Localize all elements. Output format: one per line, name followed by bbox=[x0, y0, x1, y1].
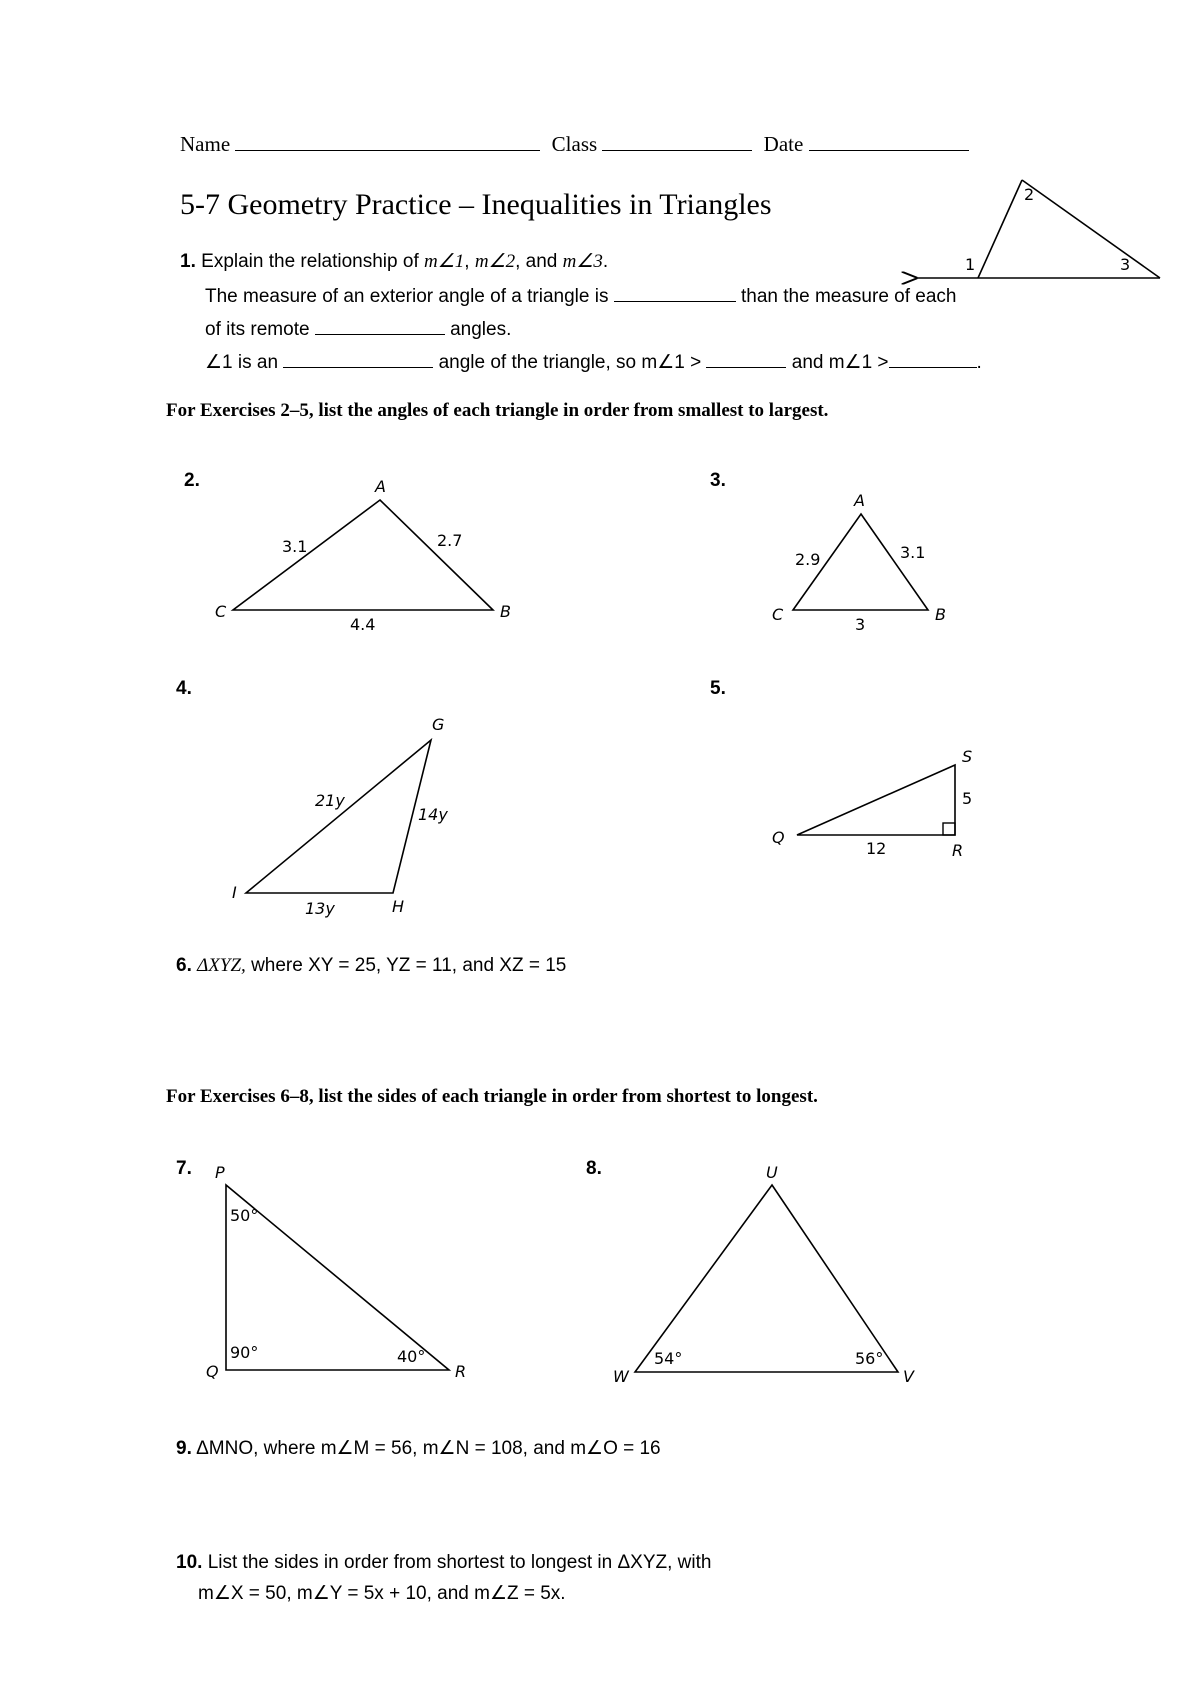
ex7-vertex-r: R bbox=[455, 1362, 467, 1381]
ex2-vertex-a: A bbox=[375, 477, 386, 496]
ex2-number: 2. bbox=[184, 470, 200, 491]
ex4-vertex-i: I bbox=[232, 883, 237, 902]
ex5-vertex-s: S bbox=[962, 747, 973, 766]
ex2-side-cb: 4.4 bbox=[350, 615, 376, 634]
ex7-angle-p: 50° bbox=[230, 1206, 259, 1225]
name-label: Name bbox=[180, 132, 231, 156]
ex4-triangle bbox=[246, 740, 431, 893]
ex3-vertex-b: B bbox=[935, 605, 946, 624]
q1-line2-text-a: of its remote bbox=[205, 319, 310, 340]
ex4-side-ih: 13y bbox=[305, 899, 335, 918]
q1-line3-text-a: ∠1 is an bbox=[205, 352, 279, 373]
q1-line3-text-d: . bbox=[976, 352, 982, 373]
ex5-vertex-q: Q bbox=[772, 828, 785, 847]
date-label: Date bbox=[763, 132, 804, 156]
ex7-vertex-p: P bbox=[215, 1163, 225, 1182]
ex7-vertex-q: Q bbox=[206, 1362, 219, 1381]
q1-angle-label-1: 1 bbox=[965, 255, 976, 274]
ex10-statement-1: List the sides in order from shortest to longest in ΔXYZ, with bbox=[207, 1552, 712, 1573]
q1-line3-text-b: angle of the triangle, so m∠1 > bbox=[438, 352, 702, 373]
ex5-number: 5. bbox=[710, 678, 726, 699]
ex2-vertex-b: B bbox=[500, 602, 511, 621]
ex6-triangle: ΔXYZ, bbox=[197, 955, 246, 976]
ex5-right-angle-mark bbox=[943, 823, 955, 835]
ex10-number: 10. bbox=[176, 1552, 203, 1573]
q1-line1-text-b: than the measure of each bbox=[741, 286, 957, 307]
ex3-vertex-a: A bbox=[854, 491, 865, 510]
ex2-vertex-c: C bbox=[215, 602, 227, 621]
ex5-vertex-r: R bbox=[952, 841, 964, 860]
ex3-number: 3. bbox=[710, 470, 726, 491]
ex3-side-ca: 2.9 bbox=[795, 550, 821, 569]
ex2-side-ab: 2.7 bbox=[437, 531, 463, 550]
ex4-side-ig: 21y bbox=[315, 791, 345, 810]
ex9-number: 9. bbox=[176, 1438, 192, 1459]
ex10-line2: m∠X = 50, m∠Y = 5x + 10, and m∠Z = 5x. bbox=[198, 1583, 566, 1604]
ex4-vertex-h: H bbox=[392, 897, 405, 916]
ex8-number: 8. bbox=[586, 1158, 602, 1179]
q1-line3-text-c: and m∠1 > bbox=[791, 352, 889, 373]
ex8-angle-v: 56° bbox=[855, 1349, 884, 1368]
ex6-where: where bbox=[245, 955, 309, 976]
ex3-vertex-c: C bbox=[772, 605, 784, 624]
q1-angle-label-2: 2 bbox=[1024, 185, 1035, 204]
q1-right-side bbox=[1022, 180, 1160, 278]
instructions-sides: For Exercises 6–8, list the sides of each triangle in order from shortest to longest. bbox=[166, 1086, 818, 1107]
ex7-angle-q: 90° bbox=[230, 1343, 259, 1362]
q1-m1: m∠1 bbox=[424, 251, 465, 272]
instructions-angles: For Exercises 2–5, list the angles of each triangle in order from smallest to largest. bbox=[166, 400, 829, 421]
ex8-angle-w: 54° bbox=[654, 1349, 683, 1368]
ex2-side-ca: 3.1 bbox=[282, 537, 308, 556]
ex5-side-sr: 5 bbox=[962, 789, 973, 808]
ex6-number: 6. bbox=[176, 955, 192, 976]
ex3-side-ab: 3.1 bbox=[900, 543, 926, 562]
ex8-vertex-w: W bbox=[613, 1367, 629, 1386]
q1-line1-text-a: The measure of an exterior angle of a triangle is bbox=[205, 286, 609, 307]
ex4-number: 4. bbox=[176, 678, 192, 699]
ex5-side-qr: 12 bbox=[866, 839, 887, 858]
q1-m3: m∠3 bbox=[562, 251, 603, 272]
class-label: Class bbox=[551, 132, 598, 156]
q1-number: 1. bbox=[180, 251, 196, 272]
ex8-vertex-v: V bbox=[903, 1367, 914, 1386]
q1-sep2: , and bbox=[515, 251, 563, 272]
ex6-values: XY = 25, YZ = 11, and XZ = 15 bbox=[308, 955, 567, 976]
ex7-angle-r: 40° bbox=[397, 1347, 426, 1366]
ex8-triangle bbox=[635, 1185, 898, 1372]
page-title: 5-7 Geometry Practice – Inequalities in Triangles bbox=[180, 188, 772, 221]
ex8-vertex-u: U bbox=[766, 1163, 778, 1182]
ex4-vertex-g: G bbox=[432, 715, 445, 734]
ex2-triangle bbox=[233, 500, 493, 610]
q1-m2: m∠2 bbox=[474, 251, 516, 272]
ex9-statement: ΔMNO, where m∠M = 56, m∠N = 108, and m∠O = 16 bbox=[196, 1438, 661, 1459]
ex7-triangle bbox=[226, 1185, 449, 1370]
q1-end: . bbox=[602, 251, 609, 272]
q1-line2-text-b: angles. bbox=[450, 319, 512, 340]
ex7-number: 7. bbox=[176, 1158, 192, 1179]
q1-left-side bbox=[978, 180, 1022, 278]
ex5-triangle bbox=[797, 765, 955, 835]
ex3-side-cb: 3 bbox=[855, 615, 866, 634]
q1-prompt-text: Explain the relationship of bbox=[201, 251, 425, 272]
q1-sep1: , bbox=[464, 251, 475, 272]
ex4-side-gh: 14y bbox=[418, 805, 448, 824]
q1-angle-label-3: 3 bbox=[1120, 255, 1131, 274]
